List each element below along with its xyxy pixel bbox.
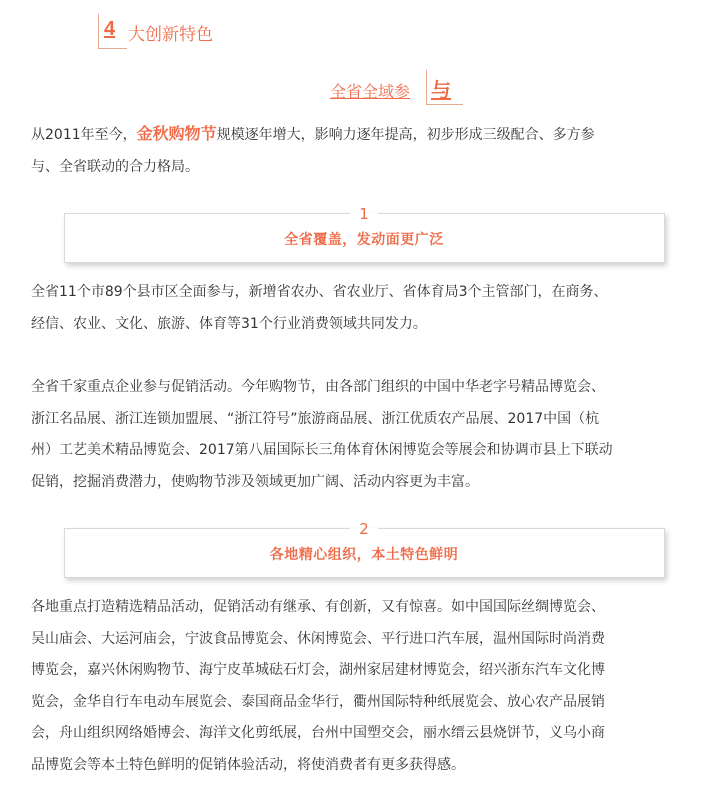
paragraph-line: 览会，金华自行车电动车展览会、泰国商品金华行，衢州国际特种纸展览会、放心农产品展销: [31, 693, 605, 710]
section-1-title-box: [62, 205, 666, 277]
subheading-badge: [426, 70, 463, 105]
paragraph-line: 博览会，嘉兴休闲购物节、海宁皮革城砝石灯会，湖州家居建材博览会，绍兴浙东汽车文化博: [31, 662, 605, 678]
section-1-title: 全省覆盖，发动面更广泛: [284, 232, 444, 248]
paragraph-line: 会，舟山组织网络婚博会、海洋文化剪纸展，台州中国塑交会，丽水缙云县烧饼节，义乌小商: [31, 725, 605, 741]
paragraph-line: 促销，挖掘消费潜力，使购物节涉及领域更加广阔、活动内容更为丰富。: [31, 473, 479, 490]
intro-line-1: [31, 118, 691, 152]
heading-label: 大创新特色: [128, 25, 213, 45]
section-1-paragraph-2: [31, 372, 691, 498]
paragraph-line: 经信、农业、文化、旅游、体育等31个行业消费领域共同发力。: [31, 315, 427, 332]
subheading-badge-text: 与: [431, 78, 451, 102]
paragraph-line: 全省11个市89个县市区全面参与，新增省农办、省农业厅、省体育局3个主管部门，在商务、: [31, 284, 608, 300]
paragraph-line: 吴山庙会、大运河庙会，宁波食品博览会、休闲博览会、平行进口汽车展，温州国际时尚消费: [31, 630, 605, 647]
intro-suffix: 规模逐年增大，影响力逐年提高，初步形成三级配合、多方参: [216, 127, 595, 143]
heading-number: 4: [104, 18, 116, 40]
paragraph-line: 州）工艺美术精品博览会、2017第八届国际长三角体育休闲博览会等展会和协调市县上下联动: [31, 442, 613, 458]
intro-prefix: 从2011年至今，: [31, 127, 137, 143]
subheading-province-wide: [328, 70, 478, 110]
subheading-label: 全省全域参: [330, 82, 411, 101]
paragraph-line: 浙江名品展、浙江连锁加盟展、“浙江符号”旅游商品展、浙江优质农产品展、2017中国（杭: [31, 410, 600, 427]
intro-line-2: 与、全省联动的合力格局。: [31, 158, 199, 175]
intro-paragraph: [31, 118, 691, 183]
section-1-number: 1: [359, 205, 369, 223]
intro-highlight: 金秋购物节: [136, 124, 217, 143]
paragraph-line: 品博览会等本土特色鲜明的促销体验活动，将使消费者有更多获得感。: [31, 756, 465, 773]
section-2-title-box: [62, 520, 666, 592]
section-heading-innovations: [98, 14, 258, 48]
paragraph-line: 各地重点打造精选精品活动，促销活动有继承、有创新，又有惊喜。如中国国际丝绸博览会、: [31, 599, 605, 615]
section-2-number: 2: [359, 520, 369, 538]
paragraph-line: 全省千家重点企业参与促销活动。今年购物节，由各部门组织的中国中华老字号精品博览会、: [31, 379, 605, 395]
section-2-title: 各地精心组织，本土特色鲜明: [269, 547, 459, 563]
section-1-paragraph-1: [31, 277, 691, 340]
section-2-paragraph: [31, 592, 691, 781]
